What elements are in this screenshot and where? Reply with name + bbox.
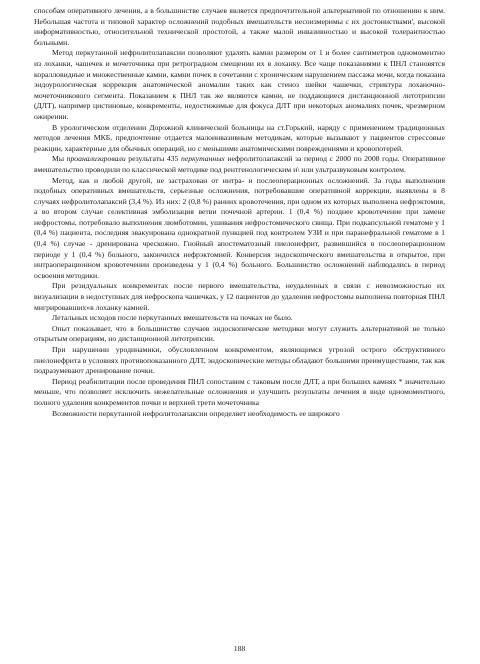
paragraph: При резидуальных конкрементах после первого вмешательства, неудаленных в связи с невозможностью их визуализации в недоступных для нефроскопа чашечках, у 12 пациентов до удаления нефростомы выполнена повторная ПНЛ мигрировавших»в лоханку камней. [34, 281, 445, 312]
paragraph: При нарушении уродинамики, обусловленном конкрементом, являющимся угрозой острого обструктивного пиелонефрита в условиях противопоказанного ДЛТ, эндоскопические методы обладают большими преимуществами, так как подразумевают дренирование почки. [34, 345, 445, 376]
paragraph-text: Мы [52, 154, 67, 164]
paragraph: Период реабилитации после проведения ПНЛ сопоставим с таковым после ДЛТ, а при больших камнях * значительно меньше, что позволяет исключить нежелательные осложнения и улучшить результаты лечения в виде одномоментного, полного удаления конкрементов почки и верхней трети мочеточника [34, 376, 445, 407]
paragraph: Летальных исходов после перкутанных вмешательств на почках не было. [52, 313, 293, 323]
paragraph: В урологическом отделении Дорожной клинической больницы на ст.Горький, наряду с применением традиционных методов лечения МКБ, предпочтение отдается малоинвазивным методикам, которые вызывают у пациентов стрессовые реакции, характерные для обычных операций, но с меньшими анатомическими повреждениями и кровопотерей. [34, 122, 445, 153]
paragraph: способам оперативного лечения, а в большинстве случаев является предпочтительной альтернативой по отношению к ним. Небольшая частота и типовой характер осложнений подобных вмешательств несоизмеримы с их достоинствами', высокой информативностью, относительной технической простотой, а также малой инвазивностью и высокой толерантностью больными. [34, 6, 445, 47]
paragraph [34, 154, 445, 175]
paragraph: Возможности перкутанной нефролитолапаксии определяет необходимость ее широкого [52, 408, 340, 418]
paragraph: Метод перкутанной нефролитолапаксии позволяют удалять камни размером от 1 и более сантиметров одномоментно из лоханки, чашечек и мочеточника при ретроградном смещении их в лоханку. Все чаще показаниями к ПНЛ становятся коралловидные и множественные камни, камни почек в сочетании с хроническим нарушением пассажа мочи, когда показана эндоурологическая коррекция анатомической аномалии таких как стеноз шейки чашечки, стриктура лоханочно-мочеточникового сегмента. Показанием к ПНЛ так же являются камни, не поддающиеся дистанционной литотрипсии (ДЛТ), например цистиновые, конкременты, недостижимые для фокуса ДЛТ при некоторых аномалиях почек, чрезмерном ожирении. [34, 48, 445, 121]
paragraph-text: нефролитолапаксий за период с 2000 по 2008 годы. Оперативное вмешательство проводили по классической методике под рентгенологическим и\ или ультразвуковым контролем. [34, 154, 445, 174]
paragraph: Опыт показывает, что в большинстве случаев эндоскопические методики могут служить альтернативой не только открытым операциям, но дистанционной литотрипсии. [34, 323, 445, 344]
emphasized-text: проанализировали [66, 154, 126, 164]
document-page [34, 6, 445, 656]
paragraph: Метод, как и любой другой, не застрахован от интра- и послеоперационных осложнений. За годы выполнения подобных оперативных вмешательств, серьезные осложнения, потребовавшие оперативной коррекции, выявлены в 8 случаях нефролитолапаксий (3,4 %). Из них: 2 (0,8 %) ранних кровотечения, при одном их которых выполнена нефрэктомия, а во втором случае селективная эмболизация ветви почечной артерии. 1 (0,4 %) позднее кровотечение при замене нефростомы, потребовало выполнения люмботомии, ушивания нефростомического свища. При подкапсульной гематоме у 1 (0,4 %) пациента, последняя эвакуирована однократной пункцией под контролем УЗИ и при паранефральной гематоме в 1 (0,4 %) случае - дренирована чрескожно. Гнойный апостематозный пиелонефрит, развившийся в послеоперационном периоде у 1 (0,4 %) больного, закончился нефрэктомией. Конверсия эндоскопического вмешательства в открытое, при интраоперационном кровотечении произведена у 1 (0,4 %) больного. Большинство осложнений наблюдались в период освоения методики. [34, 175, 445, 280]
emphasized-text: перкутанных [180, 154, 225, 164]
paragraph-text: результаты 435 [125, 154, 181, 164]
page-number: 188 [233, 644, 246, 653]
